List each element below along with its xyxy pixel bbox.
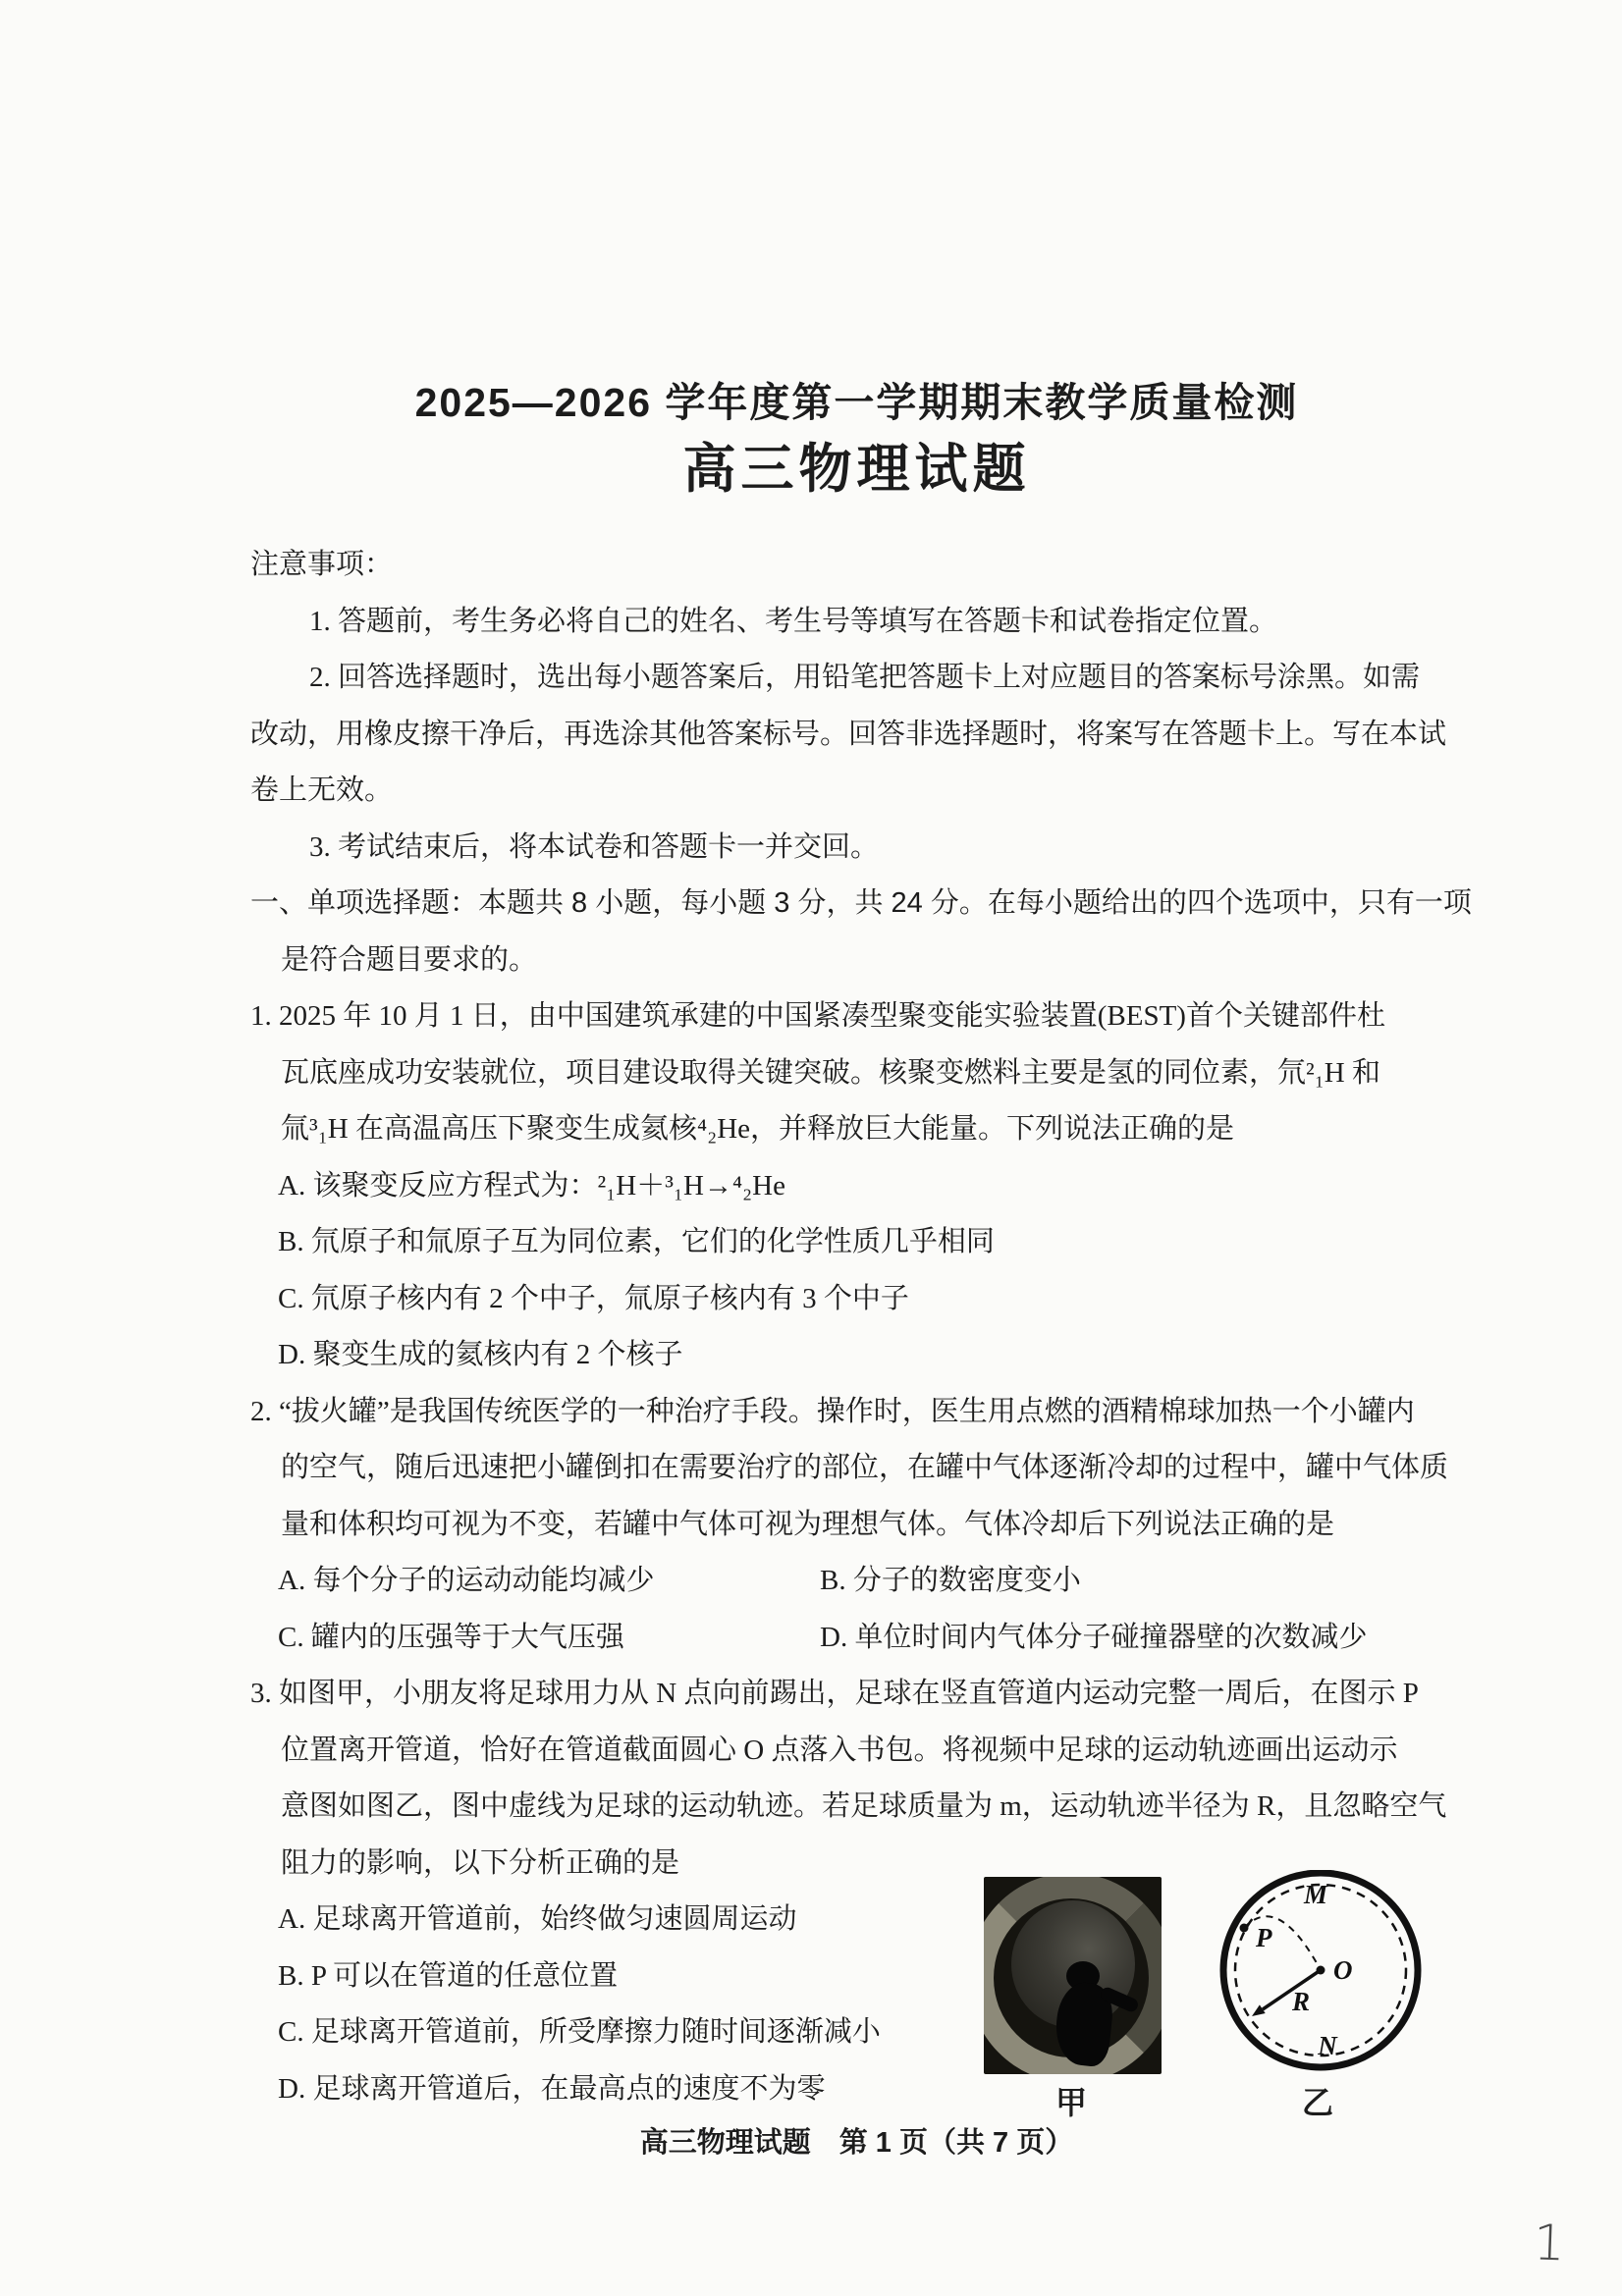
question-1-line-3: 氚³₁H 在高温高压下聚变生成氦核⁴₂He，并释放巨大能量。下列说法正确的是 <box>281 1113 1235 1145</box>
question-2-line-2: 的空气，随后迅速把小罐倒扣在需要治疗的部位，在罐中气体逐渐冷却的过程中，罐中气体质 <box>281 1452 1449 1483</box>
question-2-option-a: A. 每个分子的运动动能均减少 <box>278 1565 655 1596</box>
question-2-option-c: C. 罐内的压强等于大气压强 <box>278 1621 624 1653</box>
question-3-option-b: B. P 可以在管道的任意位置 <box>278 1959 619 1992</box>
label-o: O <box>1333 1955 1353 1985</box>
radius-arrow-head <box>1252 2004 1266 2016</box>
section-1-heading-line-1: 一、单项选择题：本题共 8 小题，每小题 3 分，共 24 分。在每小题给出的四个选项中，只有一项 <box>250 887 1472 919</box>
question-3-option-d: D. 足球离开管道后，在最高点的速度不为零 <box>278 2072 826 2105</box>
paper-title: 高三物理试题 <box>682 440 1031 499</box>
question-2-option-b: B. 分子的数密度变小 <box>820 1565 1081 1596</box>
question-3-figures <box>982 1870 1433 2150</box>
figure-yi-diagram <box>1219 1870 1426 2078</box>
label-r: R <box>1292 1987 1311 2016</box>
question-1-option-b: B. 氘原子和氚原子互为同位素，它们的化学性质几乎相同 <box>278 1226 995 1257</box>
notice-item-2-line-3: 卷上无效。 <box>250 774 394 806</box>
label-n: N <box>1318 2031 1337 2060</box>
notice-item-2-line-2: 改动，用橡皮擦干净后，再选涂其他答案标号。回答非选择题时，将案写在答题卡上。写在本试 <box>250 718 1447 750</box>
question-3-line-3: 意图如图乙，图中虚线为足球的运动轨迹。若足球质量为 m，运动轨迹半径为 R，且忽略空气 <box>281 1790 1447 1822</box>
corner-page-number: 1 <box>1532 2214 1566 2272</box>
question-1-option-a: A. 该聚变反应方程式为：²₁H＋³₁H→⁴₂He <box>278 1169 785 1201</box>
question-2-option-d: D. 单位时间内气体分子碰撞器壁的次数减少 <box>820 1621 1368 1653</box>
section-1-heading-line-2: 是符合题目要求的。 <box>281 943 538 976</box>
question-3-line-2: 位置离开管道，恰好在管道截面圆心 O 点落入书包。将视频中足球的运动轨迹画出运动示 <box>281 1734 1398 1766</box>
question-3-line-4: 阻力的影响，以下分析正确的是 <box>281 1846 680 1879</box>
point-p-dot <box>1240 1924 1249 1933</box>
figure-jia-pipe-photo <box>984 1877 1162 2074</box>
top-margin <box>0 0 1622 378</box>
page-footer: 高三物理试题 第 1 页（共 7 页） <box>639 2127 1074 2159</box>
question-2-line-1: 2. “拔火罐”是我国传统医学的一种治疗手段。操作时，医生用点燃的酒精棉球加热一个小罐内 <box>250 1395 1415 1427</box>
question-2-options-row-1 <box>250 1553 1463 1610</box>
point-o-dot <box>1317 1966 1325 1975</box>
question-3-option-a: A. 足球离开管道前，始终做匀速圆周运动 <box>278 1903 797 1935</box>
question-3-line-1: 3. 如图甲，小朋友将足球用力从 N 点向前踢出，足球在竖直管道内运动完整一周后，在图示 P <box>250 1678 1419 1709</box>
exam-session-title: 2025—2026 学年度第一学期期末教学质量检测 <box>414 380 1299 425</box>
notice-item-2-line-1: 2. 回答选择题时，选出每小题答案后，用铅笔把答题卡上对应题目的答案标号涂黑。如需 <box>309 662 1421 693</box>
question-2-line-3: 量和体积均可视为不变，若罐中气体可视为理想气体。气体冷却后下列说法正确的是 <box>281 1508 1335 1540</box>
question-1-line-1: 1. 2025 年 10 月 1 日，由中国建筑承建的中国紧凑型聚变能实验装置(BEST)首个关键部件杜 <box>250 1000 1385 1032</box>
notice-item-1: 1. 答题前，考生务必将自己的姓名、考生号等填写在答题卡和试卷指定位置。 <box>309 605 1278 637</box>
question-1-line-2: 瓦底座成功安装就位，项目建设取得关键突破。核聚变燃料主要是氢的同位素，氘²₁H 和 <box>281 1056 1380 1089</box>
figure-jia-label: 甲 <box>1054 2085 1087 2120</box>
notice-heading: 注意事项： <box>250 549 394 580</box>
question-2-options-row-2 <box>250 1610 1463 1667</box>
label-p: P <box>1256 1923 1272 1952</box>
question-3-option-c: C. 足球离开管道前，所受摩擦力随时间逐渐减小 <box>278 2016 881 2048</box>
question-1-option-d: D. 聚变生成的氦核内有 2 个核子 <box>278 1339 683 1370</box>
figure-yi-label: 乙 <box>1301 2085 1333 2120</box>
notice-item-3: 3. 考试结束后，将本试卷和答题卡一并交回。 <box>309 830 880 863</box>
label-m: M <box>1303 1880 1328 1909</box>
question-1-option-c: C. 氘原子核内有 2 个中子，氚原子核内有 3 个中子 <box>278 1282 909 1314</box>
